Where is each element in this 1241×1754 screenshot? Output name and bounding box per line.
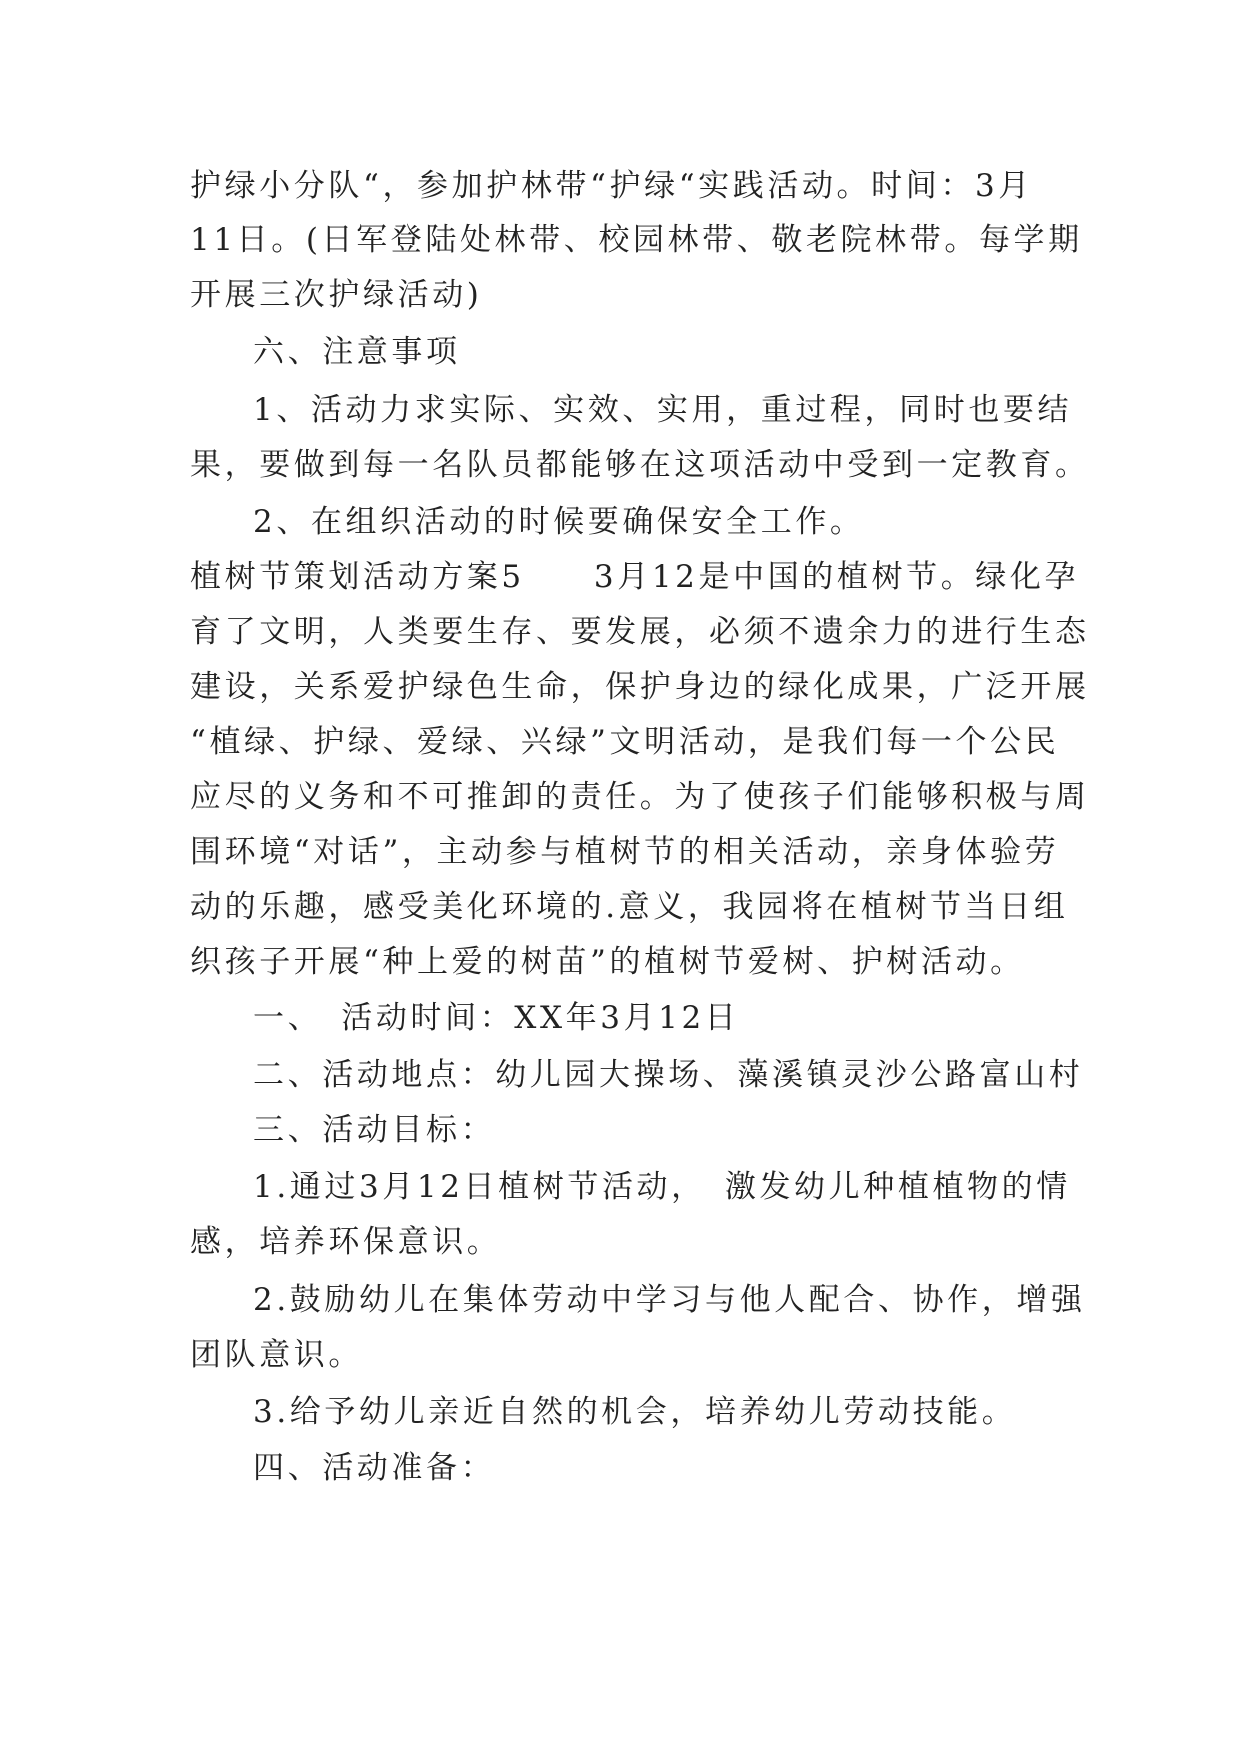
text-line: 11日。(日军登陆处林带、校园林带、敬老院林带。每学期 [190, 222, 1083, 258]
section-title-line: 植树节策划活动方案5 3月12是中国的植树节。绿化孕 [190, 559, 1080, 595]
text-line: 2.鼓励幼儿在集体劳动中学习与他人配合、协作，增强 [253, 1282, 1086, 1318]
section-heading: 一、 活动时间：XX年3月12日 [253, 1000, 740, 1036]
text-line: 应尽的义务和不可推卸的责任。为了使孩子们能够积极与周 [190, 779, 1090, 815]
text-line: 感，培养环保意识。 [190, 1224, 502, 1260]
section-heading: 六、注意事项 [253, 334, 461, 370]
section-heading: 二、活动地点：幼儿园大操场、藻溪镇灵沙公路富山村 [253, 1057, 1084, 1093]
text-line: 3.给予幼儿亲近自然的机会，培养幼儿劳动技能。 [253, 1394, 1017, 1430]
text-line: 开展三次护绿活动) [190, 277, 483, 313]
text-line: 育了文明，人类要生存、要发展，必须不遗余力的进行生态 [190, 614, 1090, 650]
text-line: 1.通过3月12日植树节活动， 激发幼儿种植植物的情 [253, 1169, 1071, 1205]
section-heading: 四、活动准备： [253, 1450, 496, 1486]
section-heading: 三、活动目标： [253, 1112, 496, 1148]
text-line: 织孩子开展“种上爱的树苗”的植树节爱树、护树活动。 [190, 944, 1025, 980]
text-line: 2、在组织活动的时候要确保安全工作。 [253, 504, 865, 540]
text-line: 建设，关系爱护绿色生命，保护身边的绿化成果，广泛开展 [190, 669, 1090, 705]
text-line: 1、活动力求实际、实效、实用，重过程，同时也要结 [253, 392, 1073, 428]
text-line: 果，要做到每一名队员都能够在这项活动中受到一定教育。 [190, 447, 1090, 483]
text-line: 团队意识。 [190, 1337, 363, 1373]
text-line: 护绿小分队“，参加护林带“护绿“实践活动。时间：3月 [190, 168, 1033, 204]
text-line: 围环境“对话”，主动参与植树节的相关活动，亲身体验劳 [190, 834, 1060, 870]
text-line: “植绿、护绿、爱绿、兴绿”文明活动，是我们每一个公民 [190, 724, 1060, 760]
text-line: 动的乐趣，感受美化环境的.意义，我园将在植树节当日组 [190, 889, 1069, 925]
